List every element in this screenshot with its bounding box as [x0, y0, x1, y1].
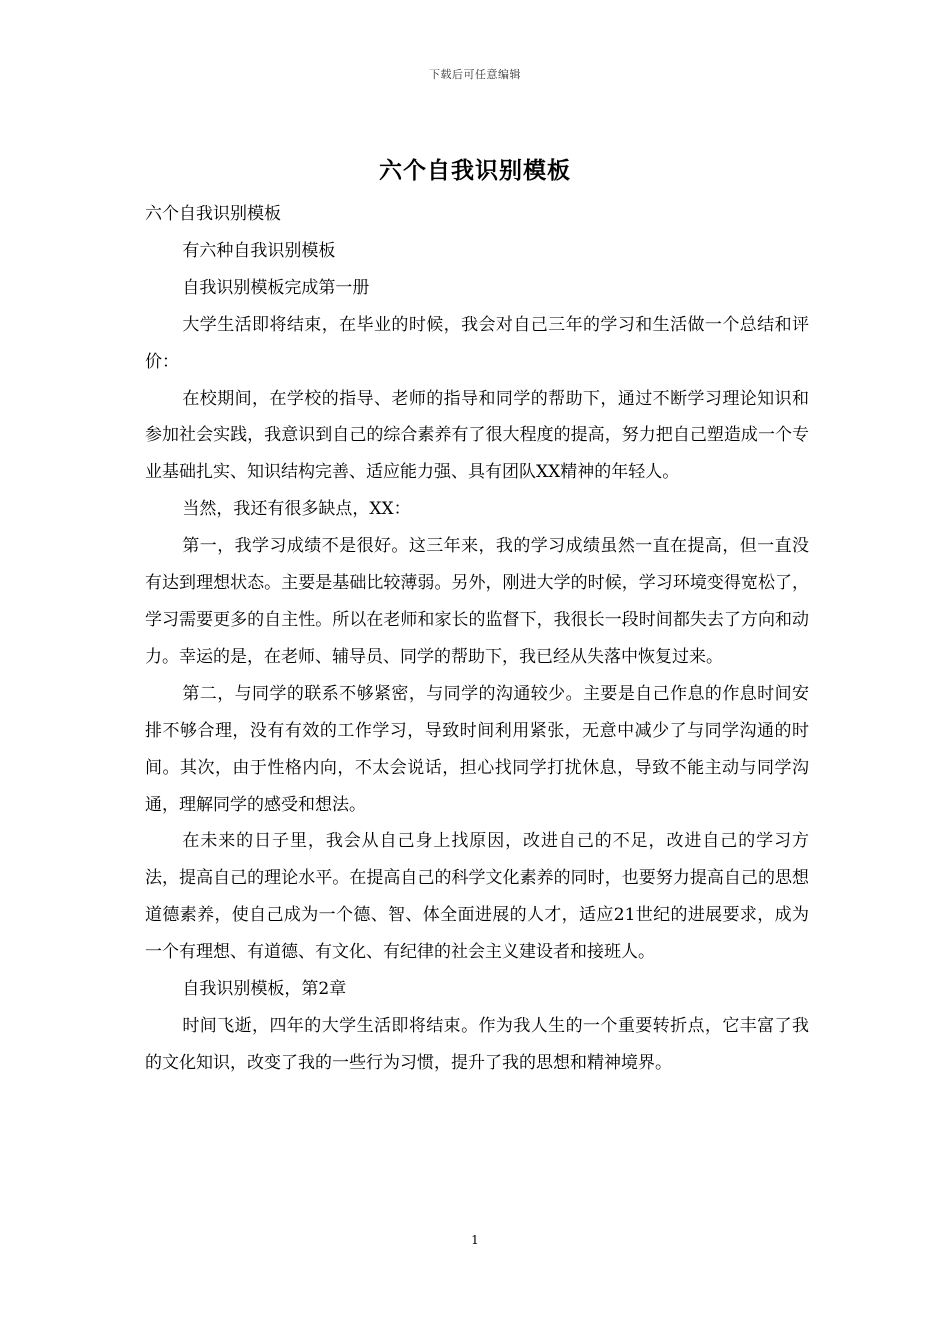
- paragraph: 当然，我还有很多缺点，XX：: [182, 499, 411, 520]
- paragraph: 在校期间，在学校的指导、老师的指导和同学的帮助下，通过不断学习理论知识和参加社会实践，我意识到自己的综合素养有了很大程度的提高，努力把自己塑造成一个专业基础扎实、知识结构完善、适应能力强、具有团队XX精神的年轻人。: [145, 388, 809, 483]
- paragraph: 在未来的日子里，我会从自己身上找原因，改进自己的不足，改进自己的学习方法，提高自己的理论水平。在提高自己的科学文化素养的同时，也要努力提高自己的思想道德素养，使自己成为一个德、智、体全面进展的人才，适应21世纪的进展要求，成为一个有理想、有道德、有文化、有纪律的社会主义建设者和接班人。: [145, 831, 809, 963]
- document-body: [145, 196, 809, 1082]
- paragraph: 有六种自我识别模板: [182, 240, 336, 261]
- paragraph: 时间飞逝，四年的大学生活即将结束。作为我人生的一个重要转折点，它丰富了我的文化知识，改变了我的一些行为习惯，提升了我的思想和精神境界。: [145, 1015, 809, 1073]
- page-header-note: 下载后可任意编辑: [429, 68, 521, 81]
- paragraph: 第二，与同学的联系不够紧密，与同学的沟通较少。主要是自己作息的作息时间安排不够合理，没有有效的工作学习，导致时间利用紧张，无意中减少了与同学沟通的时间。其次，由于性格内向，不太会说话，担心找同学打扰休息，导致不能主动与同学沟通，理解同学的感受和想法。: [145, 683, 809, 815]
- page-number: 1: [471, 1233, 479, 1247]
- paragraph: 自我识别模板完成第一册: [182, 277, 370, 298]
- paragraph: 自我识别模板，第2章: [182, 979, 347, 1000]
- paragraph-subtitle: 六个自我识别模板: [145, 204, 281, 224]
- document-title: 六个自我识别模板: [379, 157, 571, 184]
- paragraph: 第一，我学习成绩不是很好。这三年来，我的学习成绩虽然一直在提高，但一直没有达到理想状态。主要是基础比较薄弱。另外，刚进大学的时候，学习环境变得宽松了，学习需要更多的自主性。所以在老师和家长的监督下，我很长一段时间都失去了方向和动力。幸运的是，在老师、辅导员、同学的帮助下，我已经从失落中恢复过来。: [145, 536, 809, 667]
- paragraph: 大学生活即将结束，在毕业的时候，我会对自己三年的学习和生活做一个总结和评价：: [145, 314, 809, 372]
